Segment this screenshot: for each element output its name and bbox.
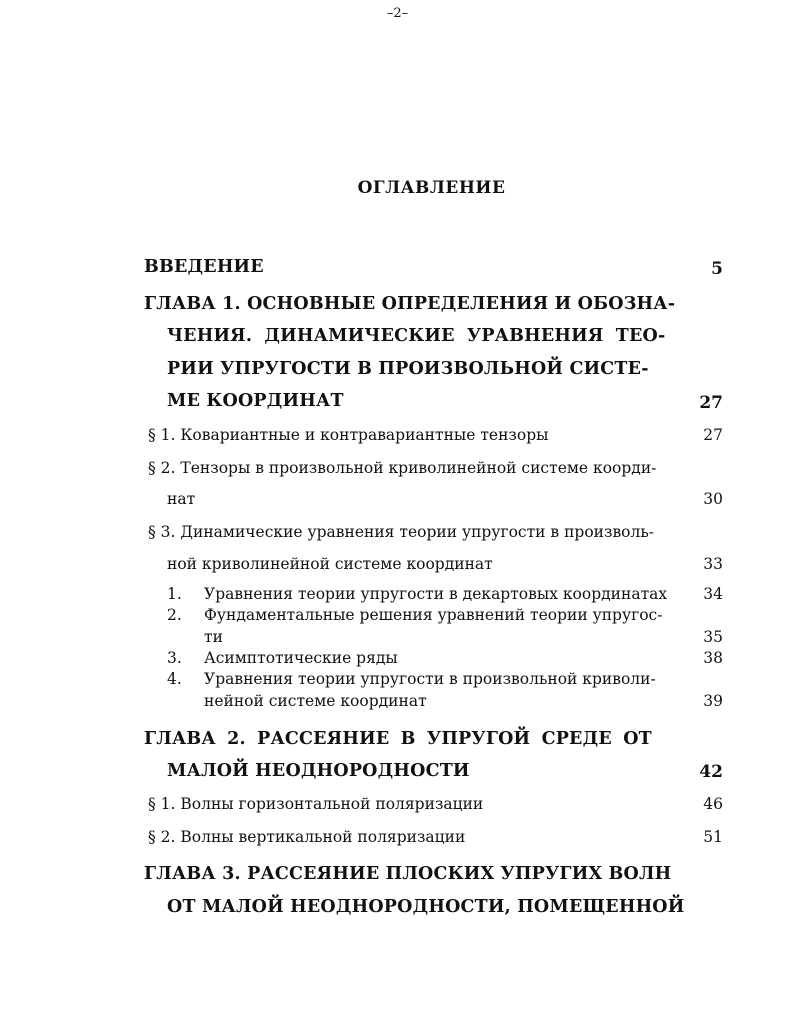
entry-line: § 1. Волны горизонтальной поляризации [148, 795, 484, 813]
entry-line: МАЛОЙ НЕОДНОРОДНОСТИ [167, 761, 470, 781]
entry-line: ти [204, 628, 223, 646]
page-ref: 35 [703, 628, 723, 646]
page-ref: 34 [703, 585, 723, 603]
entry-line: ГЛАВА 2. РАССЕЯНИЕ В УПРУГОЙ СРЕДЕ ОТ [144, 729, 652, 749]
page-ref: 39 [703, 692, 723, 710]
entry-line: § 3. Динамические уравнения теории упругости в произволь- [148, 523, 655, 541]
entry-line: § 2. Волны вертикальной поляризации [148, 828, 466, 846]
subsection-number: 4. [167, 670, 182, 688]
page-ref: 38 [703, 649, 723, 667]
entry-line: МЕ КООРДИНАТ [167, 391, 344, 411]
entry-line: ОТ МАЛОЙ НЕОДНОРОДНОСТИ, ПОМЕЩЕННОЙ [167, 897, 685, 917]
page-ref: 30 [703, 490, 723, 508]
entry-line: ГЛАВА 3. РАССЕЯНИЕ ПЛОСКИХ УПРУГИХ ВОЛН [144, 864, 672, 884]
entry-line: ЧЕНИЯ. ДИНАМИЧЕСКИЕ УРАВНЕНИЯ ТЕО- [167, 326, 666, 346]
entry-line: Фундаментальные решения уравнений теории упругос- [204, 606, 663, 624]
entry-line: РИИ УПРУГОСТИ В ПРОИЗВОЛЬНОЙ СИСТЕ- [167, 359, 649, 379]
entry-line: ВВЕДЕНИЕ [144, 257, 264, 277]
page-ref: 46 [703, 795, 723, 813]
page-ref: 33 [703, 555, 723, 573]
page-ref: 27 [699, 393, 723, 413]
entry-line: нат [167, 490, 196, 508]
entry-line: ГЛАВА 1. ОСНОВНЫЕ ОПРЕДЕЛЕНИЯ И ОБОЗНА- [144, 294, 676, 314]
subsection-number: 1. [167, 585, 182, 603]
entry-line: § 1. Ковариантные и контравариантные тензоры [148, 426, 549, 444]
page-ref: 51 [703, 828, 723, 846]
entry-line: нейной системе координат [204, 692, 427, 710]
entry-line: Уравнения теории упругости в произвольной криволи- [204, 670, 656, 688]
subsection-number: 3. [167, 649, 182, 667]
page-ref: 5 [711, 259, 723, 279]
toc-title: ОГЛАВЛЕНИЕ [357, 178, 506, 198]
entry-line: Уравнения теории упругости в декартовых координатах [204, 585, 668, 603]
page-ref: 27 [703, 426, 723, 444]
entry-line: ной криволинейной системе координат [167, 555, 493, 573]
subsection-number: 2. [167, 606, 182, 624]
entry-line: Асимптотические ряды [204, 649, 398, 667]
entry-line: § 2. Тензоры в произвольной криволинейной системе коорди- [148, 459, 657, 477]
page-ref: 42 [699, 762, 723, 782]
page-number: –2– [386, 6, 409, 21]
